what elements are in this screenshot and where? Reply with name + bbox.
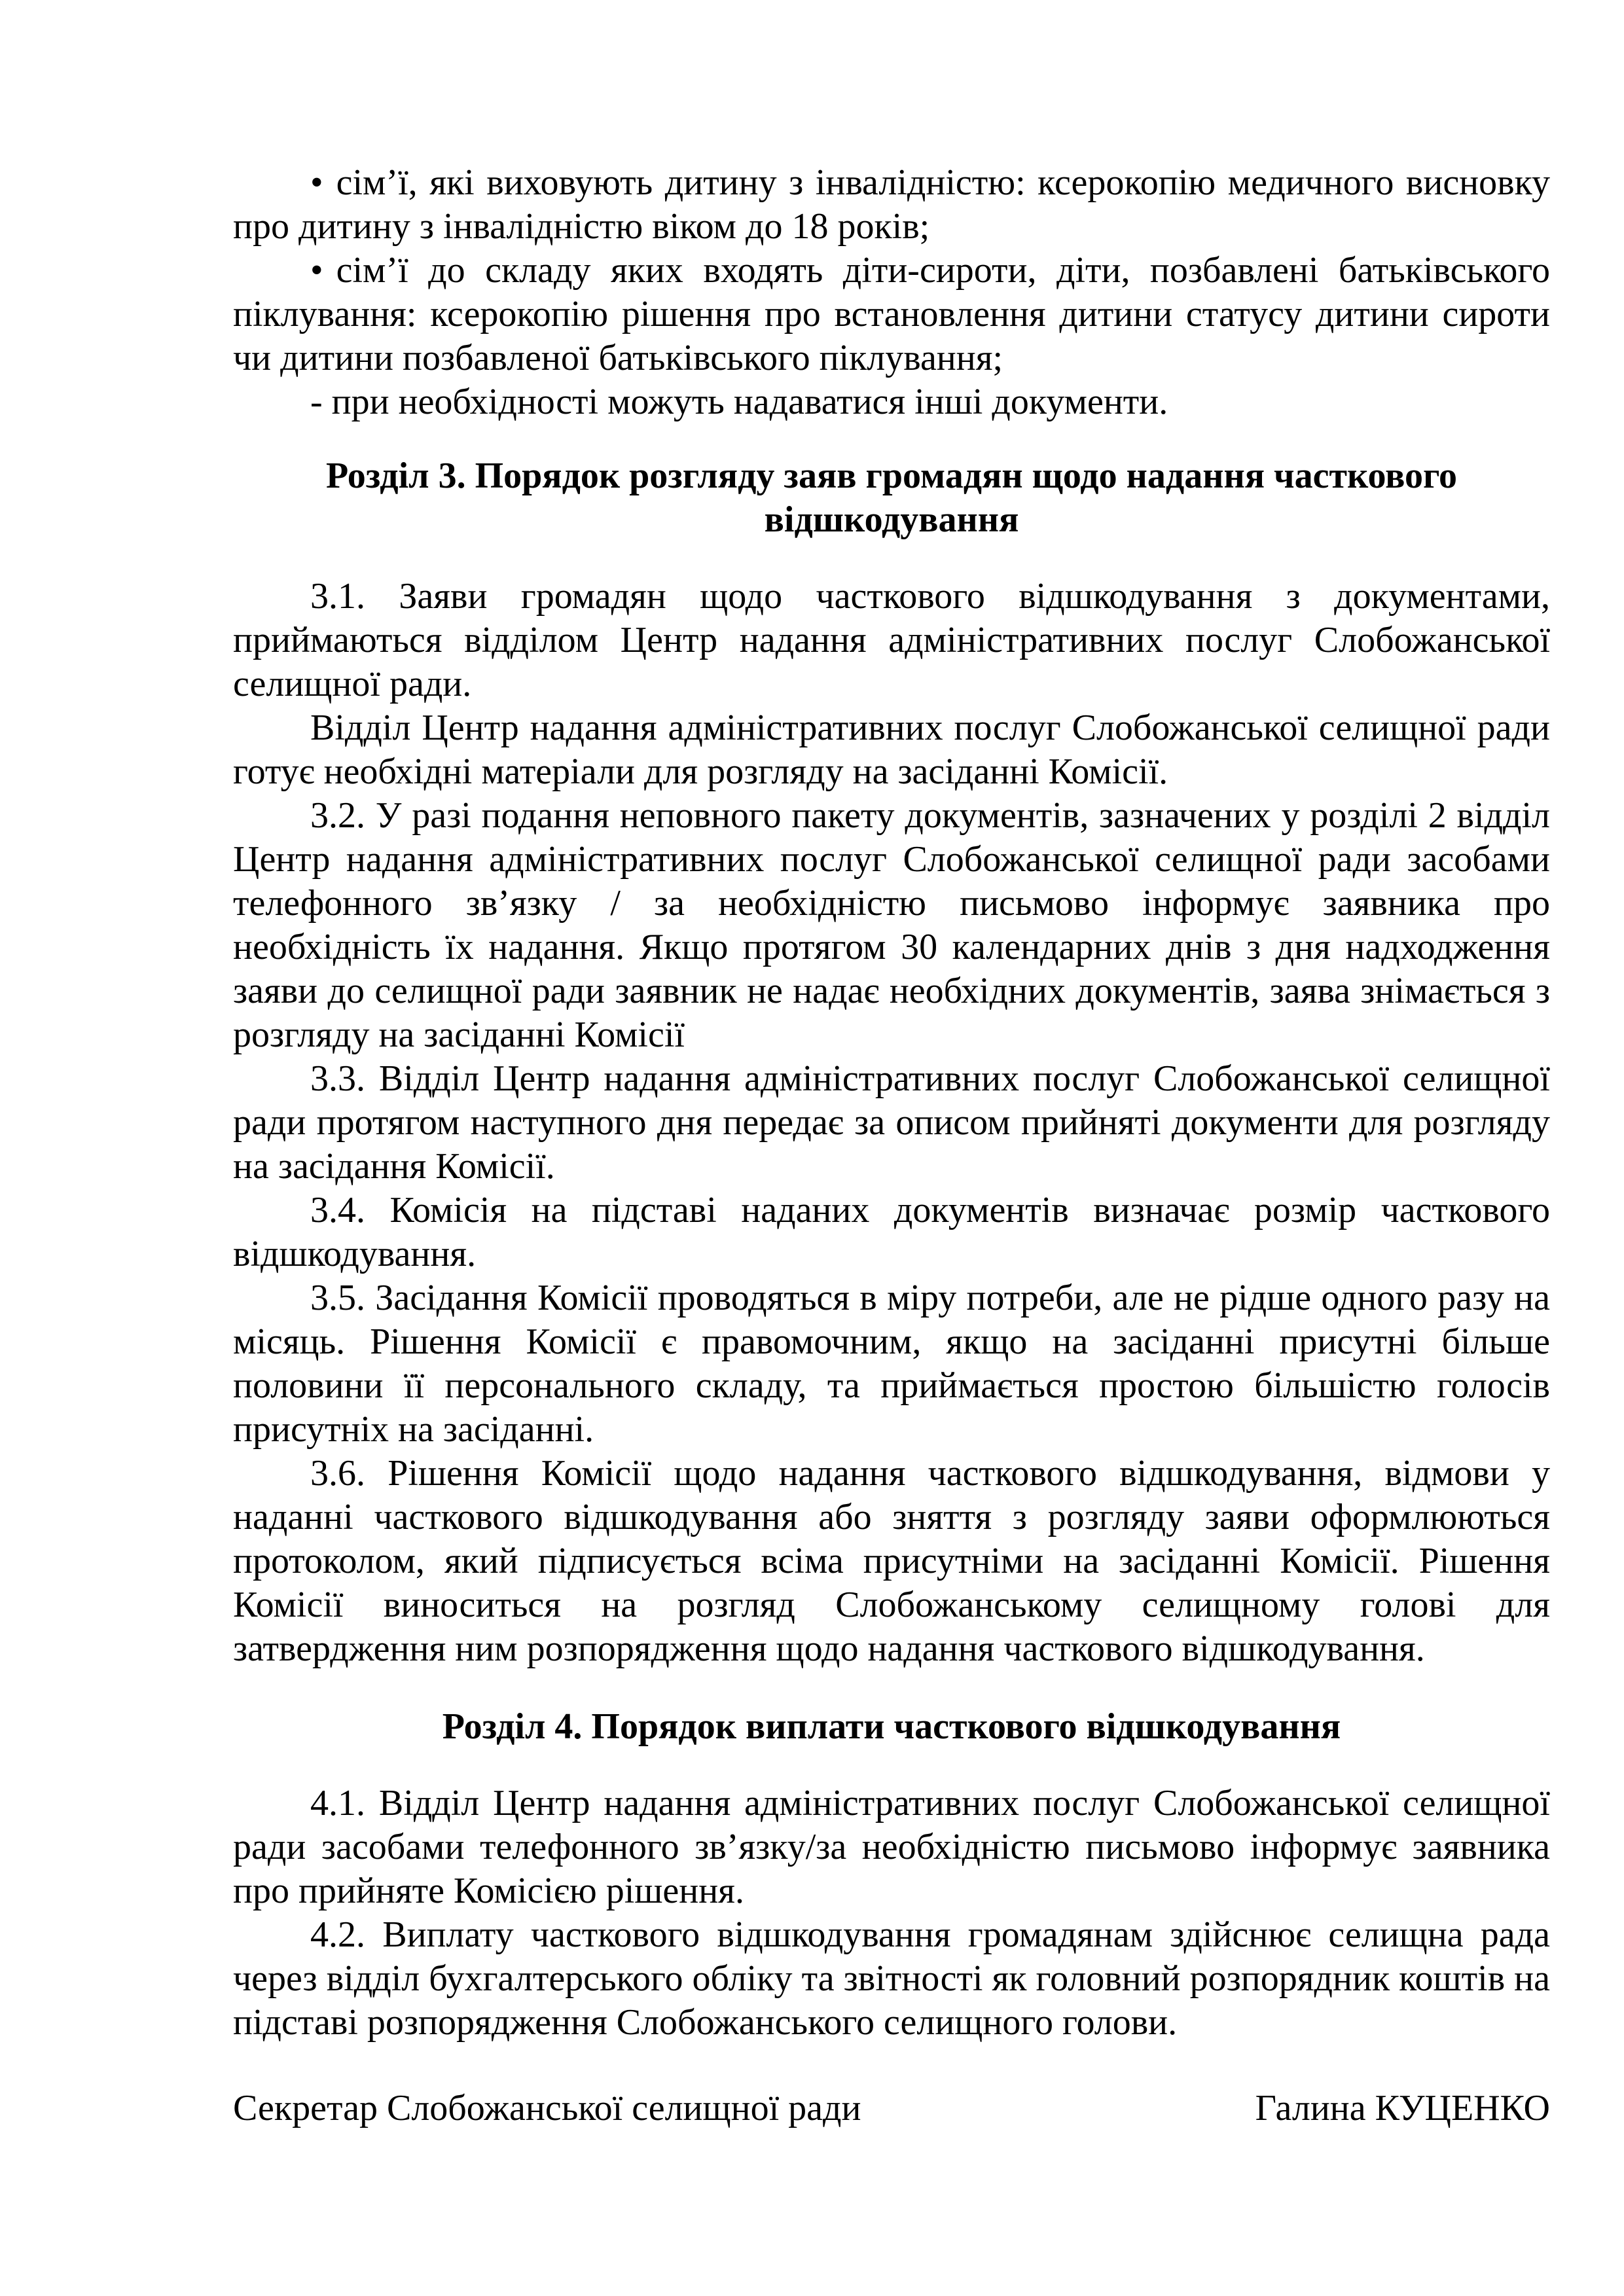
dash-marker: - [310,382,323,422]
section-3-heading-line-2: відшкодування [764,499,1019,540]
bullet-marker: • [310,250,323,291]
intro-bullet-item-1 [233,161,1550,249]
signature-name: Галина КУЦЕНКО [1255,2088,1550,2128]
paragraph-4-1: 4.1. Відділ Центр надання адміністративних послуг Слобожанської селищної ради засобами телефонного зв’язку/за необхідністю письмово інформує заявника про прийняте Комісією рішення. [233,1783,1550,1911]
signature-role: Секретар Слобожанської селищної ради [233,2088,861,2128]
intro-dash-text: при необхідності можуть надаватися інші документи. [331,382,1168,422]
paragraph-3-6: 3.6. Рішення Комісії щодо надання часткового відшкодування, відмови у наданні часткового відшкодування або зняття з розгляду заяви оформлюються протоколом, який підписується всіма присутніми на засіданні Комісії. Рішення Комісії виноситься на розгляд Слобожанському селищному голові для затвердження ним розпорядження щодо надання часткового відшкодування. [233,1453,1550,1669]
paragraph-3-3: 3.3. Відділ Центр надання адміністративних послуг Слобожанської селищної ради протягом наступного дня передає за описом прийняті документи для розгляду на засідання Комісії. [233,1058,1550,1187]
paragraph-3-1-continued: Відділ Центр надання адміністративних послуг Слобожанської селищної ради готує необхідні матеріали для розгляду на засіданні Комісії. [233,708,1550,792]
paragraph-3-2: 3.2. У разі подання неповного пакету документів, зазначених у розділі 2 відділ Центр надання адміністративних послуг Слобожанської селищної ради засобами телефонного зв’язку / за необхідністю письмово інформує заявника про необхідність їх надання. Якщо протягом 30 календарних днів з дня надходження заяви до селищної ради заявник не надає необхідних документів, заява знімається з розгляду на засіданні Комісії [233,795,1550,1055]
intro-dash-item [233,380,1550,424]
paragraph-4-2: 4.2. Виплату часткового відшкодування громадянам здійснює селищна рада через відділ бухгалтерського обліку та звітності як головний розпорядник коштів на підставі розпорядження Слобожанського селищного голови. [233,1914,1550,2043]
paragraph-3-5: 3.5. Засідання Комісії проводяться в міру потреби, але не рідше одного разу на місяць. Рішення Комісії є правомочним, якщо на засіданні присутні більше половини її персонального складу, та приймається простою більшістю голосів присутніх на засіданні. [233,1278,1550,1450]
bullet-marker: • [310,162,323,203]
paragraph-3-1: 3.1. Заяви громадян щодо часткового відшкодування з документами, приймаються відділом Центр надання адміністративних послуг Слобожанської селищної ради. [233,576,1550,704]
signature-line [233,2087,1550,2130]
intro-bullet-text-1: сім’ї, які виховують дитину з інвалідністю: ксерокопію медичного висновку про дитину з інвалідністю віком до 18 років; [233,162,1550,247]
intro-bullet-item-2 [233,249,1550,380]
paragraph-3-4: 3.4. Комісія на підставі наданих документів визначає розмір часткового відшкодування. [233,1190,1550,1274]
intro-bullet-text-2: сім’ї до складу яких входять діти-сироти, діти, позбавлені батьківського піклування: ксерокопію рішення про встановлення дитини статусу дитини сироти чи дитини позбавленої батьківського піклування; [233,250,1550,378]
section-3-heading [233,454,1550,542]
document-content [233,161,1550,2130]
section-3-heading-line-1: Розділ 3. Порядок розгляду заяв громадян щодо надання часткового [325,456,1458,496]
section-4-heading: Розділ 4. Порядок виплати часткового відшкодування [442,1706,1341,1747]
